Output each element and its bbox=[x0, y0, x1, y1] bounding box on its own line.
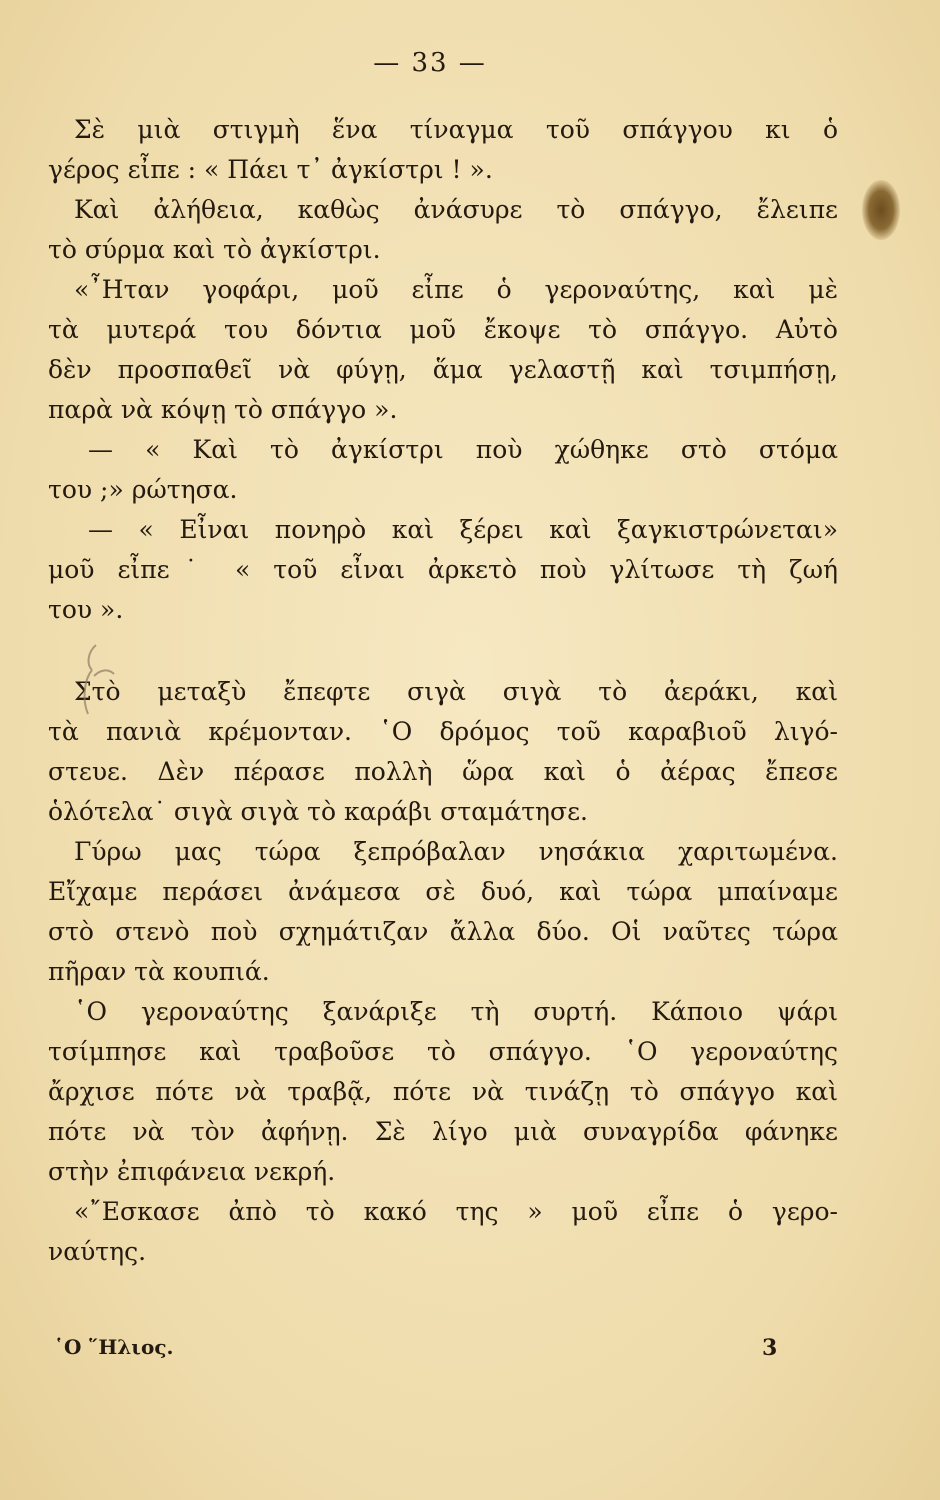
page-number: — 33 — bbox=[373, 48, 487, 78]
text-line: πότε νὰ τὸν ἀφήνῃ. Σὲ λίγο μιὰ συναγρίδα φάνηκε bbox=[48, 1117, 838, 1146]
text-line: μοῦ εἶπε˙ « τοῦ εἶναι ἀρκετὸ ποὺ γλίτωσε τὴ ζωή bbox=[48, 555, 838, 584]
body-text bbox=[48, 110, 838, 1272]
text-line: του ». bbox=[48, 595, 124, 624]
text-line: ναύτης. bbox=[48, 1237, 147, 1266]
text-line: πῆραν τὰ κουπιά. bbox=[48, 957, 270, 986]
text-line: Εἴχαμε περάσει ἀνάμεσα σὲ δυό, καὶ τώρα μπαίναμε bbox=[48, 877, 838, 906]
signature-mark: ῾Ο ῞Ηλιος. bbox=[54, 1335, 174, 1359]
text-line: παρὰ νὰ κόψῃ τὸ σπάγγο ». bbox=[48, 395, 398, 424]
pencil-scribble bbox=[66, 640, 136, 720]
text-line: στευε. Δὲν πέρασε πολλὴ ὥρα καὶ ὁ ἀέρας ἔπεσε bbox=[48, 757, 838, 786]
text-line: Γύρω μας τώρα ξεπρόβαλαν νησάκια χαριτωμένα. bbox=[74, 837, 838, 866]
text-line: «῎Εσκασε ἀπὸ τὸ κακό της » μοῦ εἶπε ὁ γερο- bbox=[74, 1197, 838, 1226]
text-line: ὁλότελα˙ σιγὰ σιγὰ τὸ καράβι σταμάτησε. bbox=[48, 797, 588, 826]
text-line: τὰ μυτερά του δόντια μοῦ ἔκοψε τὸ σπάγγο. Αὐτὸ bbox=[48, 315, 838, 344]
text-line: στὸ στενὸ ποὺ σχημάτιζαν ἄλλα δύο. Οἱ ναῦτες τώρα bbox=[48, 917, 838, 946]
text-line: τσίμπησε καὶ τραβοῦσε τὸ σπάγγο. ῾Ο γεροναύτης bbox=[48, 1037, 838, 1066]
text-line: — « Εἶναι πονηρὸ καὶ ξέρει καὶ ξαγκιστρώνεται» bbox=[88, 515, 838, 544]
text-line: γέρος εἶπε : « Πάει τ᾽ ἀγκίστρι ! ». bbox=[48, 155, 493, 184]
text-line: δὲν προσπαθεῖ νὰ φύγῃ, ἅμα γελαστῇ καὶ τσιμπήσῃ, bbox=[48, 355, 838, 384]
text-line: του ;» ρώτησα. bbox=[48, 475, 238, 504]
gathering-number: 3 bbox=[762, 1335, 778, 1361]
text-line: Καὶ ἀλήθεια, καθὼς ἀνάσυρε τὸ σπάγγο, ἔλειπε bbox=[74, 195, 838, 224]
text-line: ῾Ο γεροναύτης ξανάριξε τὴ συρτή. Κάποιο ψάρι bbox=[74, 997, 838, 1026]
text-line: στὴν ἐπιφάνεια νεκρή. bbox=[48, 1157, 336, 1186]
text-line: — « Καὶ τὸ ἀγκίστρι ποὺ χώθηκε στὸ στόμα bbox=[88, 435, 838, 464]
text-line: Σὲ μιὰ στιγμὴ ἕνα τίναγμα τοῦ σπάγγου κι ὁ bbox=[74, 115, 838, 144]
ink-stain bbox=[862, 180, 900, 240]
text-line: ἄρχισε πότε νὰ τραβᾷ, πότε νὰ τινάζῃ τὸ σπάγγο καὶ bbox=[48, 1077, 838, 1106]
text-line: τὰ πανιὰ κρέμονταν. ῾Ο δρόμος τοῦ καραβιοῦ λιγό- bbox=[48, 717, 838, 746]
text-line: «῏Ηταν γοφάρι, μοῦ εἶπε ὁ γεροναύτης, καὶ μὲ bbox=[74, 275, 838, 304]
text-line: Στὸ μεταξὺ ἔπεφτε σιγὰ σιγὰ τὸ ἀεράκι, καὶ bbox=[74, 677, 838, 706]
text-line: τὸ σύρμα καὶ τὸ ἀγκίστρι. bbox=[48, 235, 381, 264]
